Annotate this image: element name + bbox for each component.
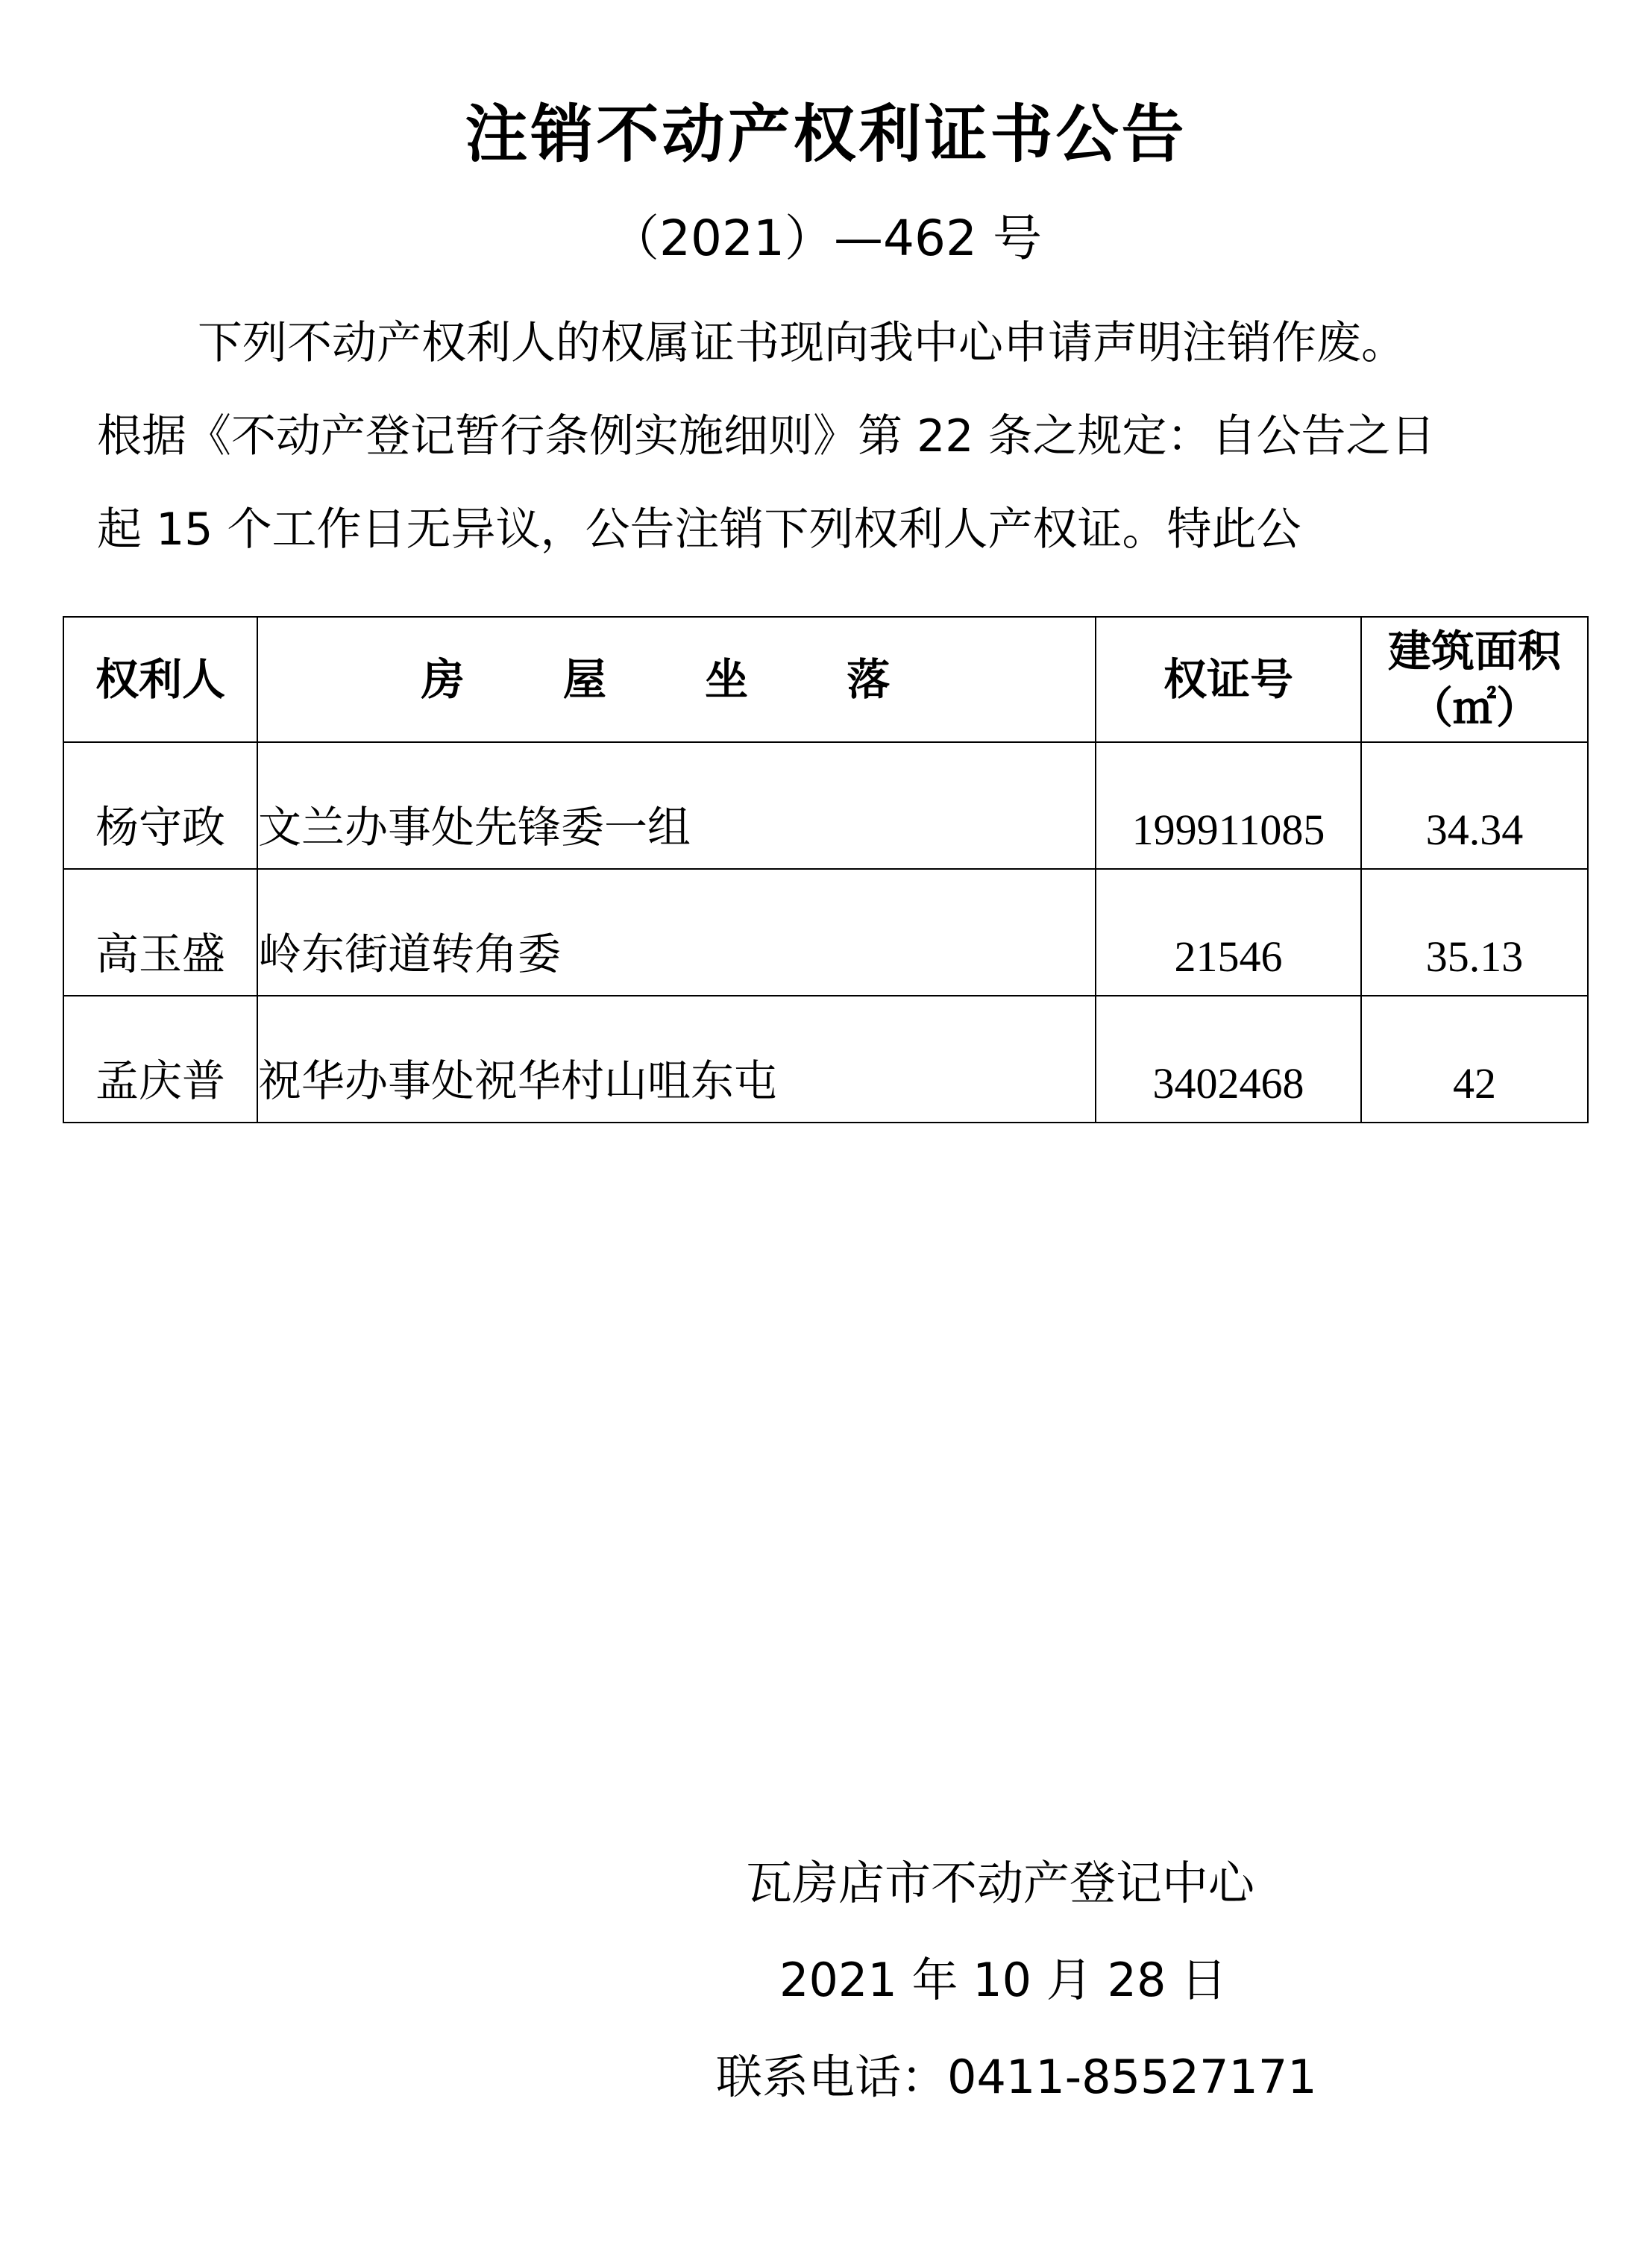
issue-date: 2021 年 10 月 28 日 bbox=[779, 1953, 1228, 2007]
cell-owner: 杨守政 bbox=[63, 742, 257, 869]
cell-location: 祝华办事处祝华村山咀东屯 bbox=[257, 996, 1096, 1123]
table-row bbox=[63, 996, 1588, 1123]
body-paragraph-line-2: 根据《不动产登记暂行条例实施细则》第 22 条之规定：自公告之日 bbox=[97, 410, 1436, 462]
cell-area: 42 bbox=[1361, 996, 1588, 1123]
header-cert-no: 权证号 bbox=[1096, 617, 1361, 742]
header-area-line-2: （㎡） bbox=[1409, 682, 1539, 733]
table-row bbox=[63, 869, 1588, 996]
cell-location: 岭东街道转角委 bbox=[257, 869, 1096, 996]
table-header-row bbox=[63, 617, 1588, 742]
header-owner: 权利人 bbox=[63, 617, 257, 742]
table-row bbox=[63, 742, 1588, 869]
body-paragraph-line-3: 起 15 个工作日无异议，公告注销下列权利人产权证。特此公 bbox=[97, 503, 1301, 556]
header-area bbox=[1361, 617, 1588, 742]
notice-title: 注销不动产权利证书公告 bbox=[465, 98, 1187, 171]
contact-phone: 联系电话：0411-85527171 bbox=[716, 2050, 1317, 2104]
body-paragraph-line-1: 下列不动产权利人的权属证书现向我中心申请声明注销作废。 bbox=[198, 317, 1406, 369]
cell-cert-no: 199911085 bbox=[1096, 742, 1361, 869]
header-area-line-1: 建筑面积 bbox=[1387, 626, 1561, 677]
cell-area: 34.34 bbox=[1361, 742, 1588, 869]
cell-location: 文兰办事处先锋委一组 bbox=[257, 742, 1096, 869]
header-location bbox=[257, 617, 1096, 742]
cell-owner: 高玉盛 bbox=[63, 869, 257, 996]
certificate-table bbox=[63, 616, 1589, 1123]
issuer-name: 瓦房店市不动产登记中心 bbox=[746, 1856, 1255, 1910]
cell-cert-no: 3402468 bbox=[1096, 996, 1361, 1123]
cell-cert-no: 21546 bbox=[1096, 869, 1361, 996]
document-number: （2021）—462 号 bbox=[610, 210, 1042, 267]
cell-area: 35.13 bbox=[1361, 869, 1588, 996]
header-location-label: 房 屋 坐 落 bbox=[421, 654, 932, 705]
cell-owner: 孟庆普 bbox=[63, 996, 257, 1123]
